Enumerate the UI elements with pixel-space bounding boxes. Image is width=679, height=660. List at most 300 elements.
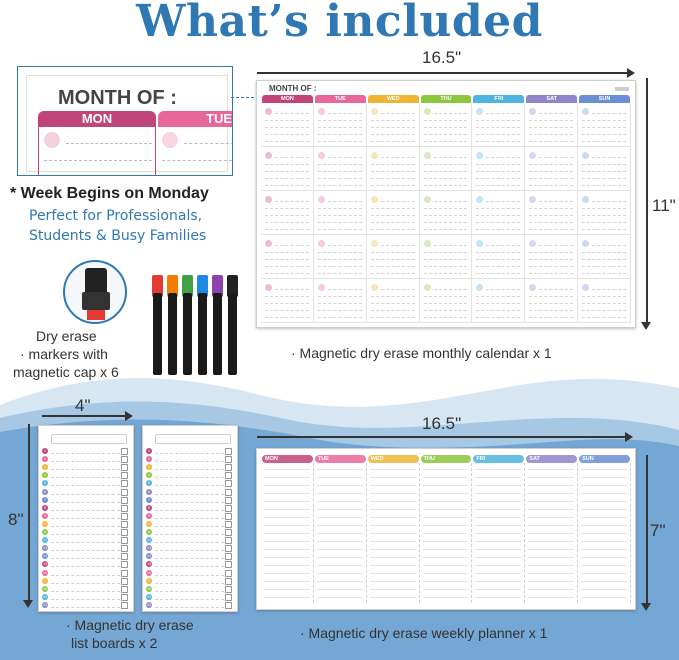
weekly-line	[370, 549, 416, 550]
list-line	[155, 526, 224, 527]
monthly-cell-line	[424, 296, 468, 297]
list-height-line	[28, 424, 30, 600]
list-checkbox	[225, 448, 232, 455]
list-number-dot: 17	[43, 578, 47, 583]
weekly-line	[423, 485, 469, 486]
weekly-line	[264, 573, 310, 574]
monthly-cell-line	[318, 141, 362, 142]
monthly-cell-line	[486, 157, 520, 158]
list-line	[51, 485, 120, 486]
monthly-cell-line	[371, 303, 415, 304]
monthly-cell-line	[424, 208, 468, 209]
list-checkbox	[121, 505, 128, 512]
monthly-day-header: SUN	[579, 95, 630, 103]
weekly-line	[423, 477, 469, 478]
monthly-cell-line	[424, 252, 468, 253]
list-number-dot: 16	[147, 570, 151, 575]
list-checkbox	[121, 561, 128, 568]
monthly-cell-line	[265, 215, 309, 216]
zoom-day-mon-label: MON	[81, 111, 113, 126]
monthly-cell-line	[476, 127, 520, 128]
monthly-cell-line	[434, 289, 468, 290]
list-number-dot: 15	[43, 562, 47, 567]
weekly-line	[475, 517, 521, 518]
list-line	[155, 550, 224, 551]
weekly-line	[317, 541, 363, 542]
list-checkbox	[225, 545, 232, 552]
monthly-cell-line	[582, 310, 626, 311]
weekly-line	[370, 525, 416, 526]
monthly-cell-line	[318, 120, 362, 121]
weekly-day-column	[525, 463, 578, 603]
list-number-dot: 5	[42, 480, 48, 486]
list-number-dot: 20	[43, 602, 47, 607]
weekly-line	[581, 565, 627, 566]
monthly-cell-line	[486, 201, 520, 202]
list-number-dot: 17	[147, 578, 151, 583]
list-number-dot: 12	[43, 538, 47, 543]
weekly-line	[264, 485, 310, 486]
weekly-line	[264, 549, 310, 550]
monthly-cell-line	[265, 259, 309, 260]
list-width-label: 4"	[75, 396, 91, 415]
monthly-day-headers	[261, 95, 631, 103]
list-number-dot: 8	[42, 505, 48, 511]
list-number-dot: 12	[147, 538, 151, 543]
list-line	[155, 534, 224, 535]
list-number-dot: 2	[42, 456, 48, 462]
monthly-cell-line	[424, 141, 468, 142]
list-board-2	[142, 425, 238, 612]
zoom-lines	[184, 143, 233, 144]
monthly-day-cell	[314, 279, 367, 323]
list-checkbox	[225, 570, 232, 577]
weekly-line	[581, 477, 627, 478]
monthly-date-dot	[529, 108, 536, 115]
monthly-cell-line	[539, 157, 573, 158]
weekly-line	[475, 525, 521, 526]
monthly-cell-line	[318, 229, 362, 230]
monthly-cell-line	[424, 164, 468, 165]
monthly-date-dot	[371, 196, 378, 203]
weekly-line	[264, 477, 310, 478]
monthly-cell-line	[424, 303, 468, 304]
weekly-line	[264, 517, 310, 518]
monthly-date-dot	[371, 284, 378, 291]
monthly-day-cell	[420, 235, 473, 279]
monthly-cell-line	[328, 157, 362, 158]
weekly-line	[581, 549, 627, 550]
monthly-cell-line	[381, 157, 415, 158]
monthly-day-cell	[472, 191, 525, 235]
list-line	[51, 534, 120, 535]
weekly-line	[264, 589, 310, 590]
monthly-cell-line	[318, 317, 362, 318]
monthly-day-cell	[472, 235, 525, 279]
list-number-dot: 6	[146, 489, 152, 495]
weekly-day-column	[472, 463, 525, 603]
monthly-cell-line	[371, 141, 415, 142]
list-line	[51, 477, 120, 478]
monthly-cell-line	[424, 310, 468, 311]
monthly-date-dot	[424, 196, 431, 203]
monthly-date-dot	[265, 240, 272, 247]
list-checkbox	[121, 602, 128, 609]
weekly-line	[528, 557, 574, 558]
list-number-dot: 14	[43, 554, 47, 559]
monthly-day-cell	[314, 235, 367, 279]
weekly-line	[475, 573, 521, 574]
list-checkbox	[121, 489, 128, 496]
weekly-width-label: 16.5"	[422, 414, 462, 433]
list-checkbox	[121, 464, 128, 471]
monthly-day-cell	[578, 103, 631, 147]
weekly-line	[528, 517, 574, 518]
list-checkbox	[121, 480, 128, 487]
monthly-date-dot	[318, 152, 325, 159]
list-checkbox	[225, 586, 232, 593]
monthly-cell-line	[592, 289, 626, 290]
weekly-line	[475, 533, 521, 534]
weekly-line	[370, 477, 416, 478]
weekly-height-arrow	[641, 603, 651, 611]
monthly-date-dot	[424, 284, 431, 291]
monthly-cell-line	[265, 273, 309, 274]
monthly-cell-line	[424, 127, 468, 128]
list-line	[51, 542, 120, 543]
weekly-day-column	[420, 463, 473, 603]
monthly-cell-line	[265, 222, 309, 223]
weekly-line	[264, 509, 310, 510]
weekly-line	[528, 485, 574, 486]
weekly-line	[317, 517, 363, 518]
weekly-line	[370, 597, 416, 598]
list-line	[155, 591, 224, 592]
weekly-line	[264, 501, 310, 502]
monthly-cell-line	[371, 208, 415, 209]
list-number-dot: 11	[147, 530, 151, 534]
monthly-cell-line	[582, 164, 626, 165]
zoom-lines	[66, 143, 152, 144]
list-checkbox	[225, 480, 232, 487]
monthly-cell-line	[371, 310, 415, 311]
list-number-dot: 6	[42, 489, 48, 495]
weekly-line	[528, 549, 574, 550]
list-checkbox	[121, 521, 128, 528]
weekly-caption: · Magnetic dry erase weekly planner x 1	[300, 625, 548, 641]
monthly-cell-line	[371, 317, 415, 318]
weekly-line	[370, 589, 416, 590]
zoom-dot-tue	[162, 132, 178, 148]
list-width-line	[42, 415, 125, 417]
monthly-date-dot	[529, 196, 536, 203]
monthly-cell-line	[424, 120, 468, 121]
monthly-month-of: MONTH OF :	[269, 84, 317, 93]
list-line	[155, 485, 224, 486]
monthly-cell-line	[529, 171, 573, 172]
weekly-line	[475, 541, 521, 542]
marker-blue	[198, 293, 207, 375]
monthly-cell-line	[476, 310, 520, 311]
monthly-date-dot	[476, 240, 483, 247]
weekly-line	[317, 485, 363, 486]
monthly-date-dot	[371, 108, 378, 115]
list-number-dot: 8	[146, 505, 152, 511]
list-checkbox	[121, 570, 128, 577]
weekly-line	[264, 533, 310, 534]
list-checkbox	[225, 489, 232, 496]
monthly-day-cell	[472, 103, 525, 147]
monthly-cell-line	[318, 252, 362, 253]
weekly-width-arrow	[625, 432, 633, 442]
weekly-line	[370, 501, 416, 502]
monthly-day-cell	[367, 235, 420, 279]
monthly-cell-line	[529, 178, 573, 179]
weekly-day-header: SUN	[579, 455, 630, 463]
list-number-dot: 7	[146, 497, 152, 503]
monthly-cell-line	[371, 164, 415, 165]
monthly-cell-line	[539, 289, 573, 290]
weekly-line	[317, 509, 363, 510]
monthly-cell-line	[265, 296, 309, 297]
weekly-line	[317, 557, 363, 558]
monthly-height-label: 11"	[652, 196, 676, 215]
monthly-cell-line	[318, 296, 362, 297]
list-number-dot: 13	[147, 546, 151, 551]
list-number-dot: 16	[43, 570, 47, 575]
monthly-cell-line	[582, 229, 626, 230]
monthly-day-cell	[525, 279, 578, 323]
weekly-line	[528, 573, 574, 574]
list-number-dot: 11	[43, 530, 47, 534]
weekly-line	[528, 581, 574, 582]
monthly-date-dot	[318, 196, 325, 203]
list-checkbox	[121, 456, 128, 463]
list-checkbox	[121, 537, 128, 544]
list-number-dot: 10	[147, 521, 151, 526]
marker-orange	[168, 293, 177, 375]
weekly-line	[423, 541, 469, 542]
monthly-height-line	[646, 78, 648, 322]
list-number-dot: 13	[43, 546, 47, 551]
monthly-day-cell	[261, 191, 314, 235]
list-line	[51, 494, 120, 495]
weekly-line	[581, 525, 627, 526]
monthly-cell-line	[318, 266, 362, 267]
monthly-cell-line	[529, 266, 573, 267]
weekly-line	[370, 509, 416, 510]
monthly-cell-line	[529, 252, 573, 253]
monthly-cell-line	[265, 252, 309, 253]
monthly-day-header: SAT	[526, 95, 577, 103]
weekly-line	[581, 493, 627, 494]
monthly-cell-line	[582, 222, 626, 223]
weekly-day-header: THU	[421, 455, 472, 463]
monthly-cell-line	[582, 266, 626, 267]
monthly-cell-line	[275, 201, 309, 202]
weekly-line	[528, 541, 574, 542]
weekly-line	[581, 589, 627, 590]
weekly-height-label: 7"	[650, 521, 666, 540]
monthly-cell-line	[318, 127, 362, 128]
monthly-cell-line	[318, 185, 362, 186]
weekly-line	[423, 501, 469, 502]
list-number-dot: 1	[146, 448, 152, 454]
list-line	[155, 583, 224, 584]
list-number-dot: 4	[42, 472, 48, 478]
weekly-line	[317, 533, 363, 534]
list-line	[155, 510, 224, 511]
weekly-line	[581, 533, 627, 534]
weekly-line	[581, 573, 627, 574]
list-line	[51, 607, 120, 608]
monthly-cell-line	[371, 229, 415, 230]
list-line	[155, 607, 224, 608]
weekly-line	[264, 541, 310, 542]
list-line	[51, 461, 120, 462]
monthly-day-cell	[525, 103, 578, 147]
monthly-day-cell	[367, 279, 420, 323]
list-checkbox	[225, 594, 232, 601]
weekly-line	[423, 565, 469, 566]
markers-caption-3: magnetic cap x 6	[13, 364, 119, 380]
list-checkbox	[225, 602, 232, 609]
list-line	[51, 453, 120, 454]
weekly-line	[264, 597, 310, 598]
monthly-date-dot	[318, 240, 325, 247]
monthly-cell-line	[582, 296, 626, 297]
monthly-cell-line	[318, 222, 362, 223]
weekly-line	[475, 565, 521, 566]
list-checkbox	[121, 578, 128, 585]
monthly-cell-line	[529, 229, 573, 230]
marker-green	[183, 293, 192, 375]
monthly-cell-line	[582, 252, 626, 253]
monthly-cell-line	[424, 229, 468, 230]
monthly-day-cell	[525, 147, 578, 191]
weekly-line	[370, 485, 416, 486]
weekly-line	[528, 509, 574, 510]
monthly-cell-line	[582, 134, 626, 135]
weekly-day-header: FRI	[473, 455, 524, 463]
list-number-dot: 9	[146, 513, 152, 519]
monthly-cell-line	[265, 208, 309, 209]
list-line	[155, 575, 224, 576]
monthly-cell-line	[265, 185, 309, 186]
weekly-line	[370, 469, 416, 470]
list-checkbox	[225, 561, 232, 568]
list-line	[51, 566, 120, 567]
markers-caption-2: · markers with	[20, 346, 108, 362]
weekly-line	[528, 597, 574, 598]
marker-tip-icon	[87, 310, 105, 320]
list-line	[155, 566, 224, 567]
list-checkbox	[225, 472, 232, 479]
monthly-cell-line	[371, 185, 415, 186]
monthly-day-cell	[420, 279, 473, 323]
monthly-date-dot	[529, 152, 536, 159]
list-checkbox	[225, 553, 232, 560]
weekly-line	[264, 469, 310, 470]
monthly-cell-line	[381, 289, 415, 290]
list-line	[155, 558, 224, 559]
list-line	[51, 526, 120, 527]
marker-eraser-icon	[82, 292, 110, 310]
monthly-cell-line	[318, 273, 362, 274]
monthly-cell-line	[275, 245, 309, 246]
weekly-line	[528, 501, 574, 502]
weekly-line	[317, 525, 363, 526]
monthly-cell-line	[529, 317, 573, 318]
monthly-cell-line	[476, 171, 520, 172]
monthly-cell-line	[424, 273, 468, 274]
monthly-calendar-board	[256, 80, 636, 328]
monthly-cell-line	[434, 201, 468, 202]
monthly-cell-line	[539, 201, 573, 202]
monthly-cell-line	[486, 113, 520, 114]
weekly-line	[264, 493, 310, 494]
monthly-cell-line	[476, 164, 520, 165]
weekly-line	[528, 533, 574, 534]
list-line	[51, 469, 120, 470]
monthly-width-arrow	[627, 68, 635, 78]
list-line	[155, 502, 224, 503]
monthly-cell-line	[424, 178, 468, 179]
zoom-day-tue	[158, 111, 233, 127]
weekly-line	[423, 517, 469, 518]
monthly-cell-line	[318, 215, 362, 216]
weekly-line	[317, 493, 363, 494]
monthly-date-dot	[424, 240, 431, 247]
monthly-day-cell	[367, 103, 420, 147]
weekly-line	[317, 477, 363, 478]
monthly-cell-line	[265, 120, 309, 121]
monthly-day-cell	[472, 147, 525, 191]
monthly-cell-line	[371, 296, 415, 297]
weekly-line	[581, 597, 627, 598]
monthly-cell-line	[582, 185, 626, 186]
monthly-day-header: TUE	[315, 95, 366, 103]
monthly-cell-line	[582, 317, 626, 318]
weekly-width-line	[257, 436, 625, 438]
monthly-day-cell	[367, 191, 420, 235]
list-checkbox	[225, 505, 232, 512]
weekly-line	[423, 533, 469, 534]
monthly-date-dot	[424, 108, 431, 115]
monthly-cell-line	[371, 215, 415, 216]
monthly-cell-line	[381, 245, 415, 246]
weekly-line	[317, 589, 363, 590]
monthly-cell-line	[476, 120, 520, 121]
list-checkbox	[121, 513, 128, 520]
zoom-day-tue-label: TUE	[206, 111, 232, 126]
monthly-day-cell	[578, 235, 631, 279]
monthly-cell-line	[275, 157, 309, 158]
list-checkbox	[225, 521, 232, 528]
zoom-month-of: MONTH OF :	[58, 87, 177, 109]
calendar-zoom-inset	[17, 66, 233, 176]
monthly-cell-line	[476, 134, 520, 135]
monthly-cell-line	[371, 273, 415, 274]
list-number-dot: 3	[146, 464, 152, 470]
monthly-date-dot	[318, 108, 325, 115]
weekly-line	[475, 493, 521, 494]
monthly-cell-line	[582, 215, 626, 216]
weekly-day-header: TUE	[315, 455, 366, 463]
monthly-cell-line	[592, 245, 626, 246]
weekly-line	[475, 557, 521, 558]
weekly-line	[475, 485, 521, 486]
